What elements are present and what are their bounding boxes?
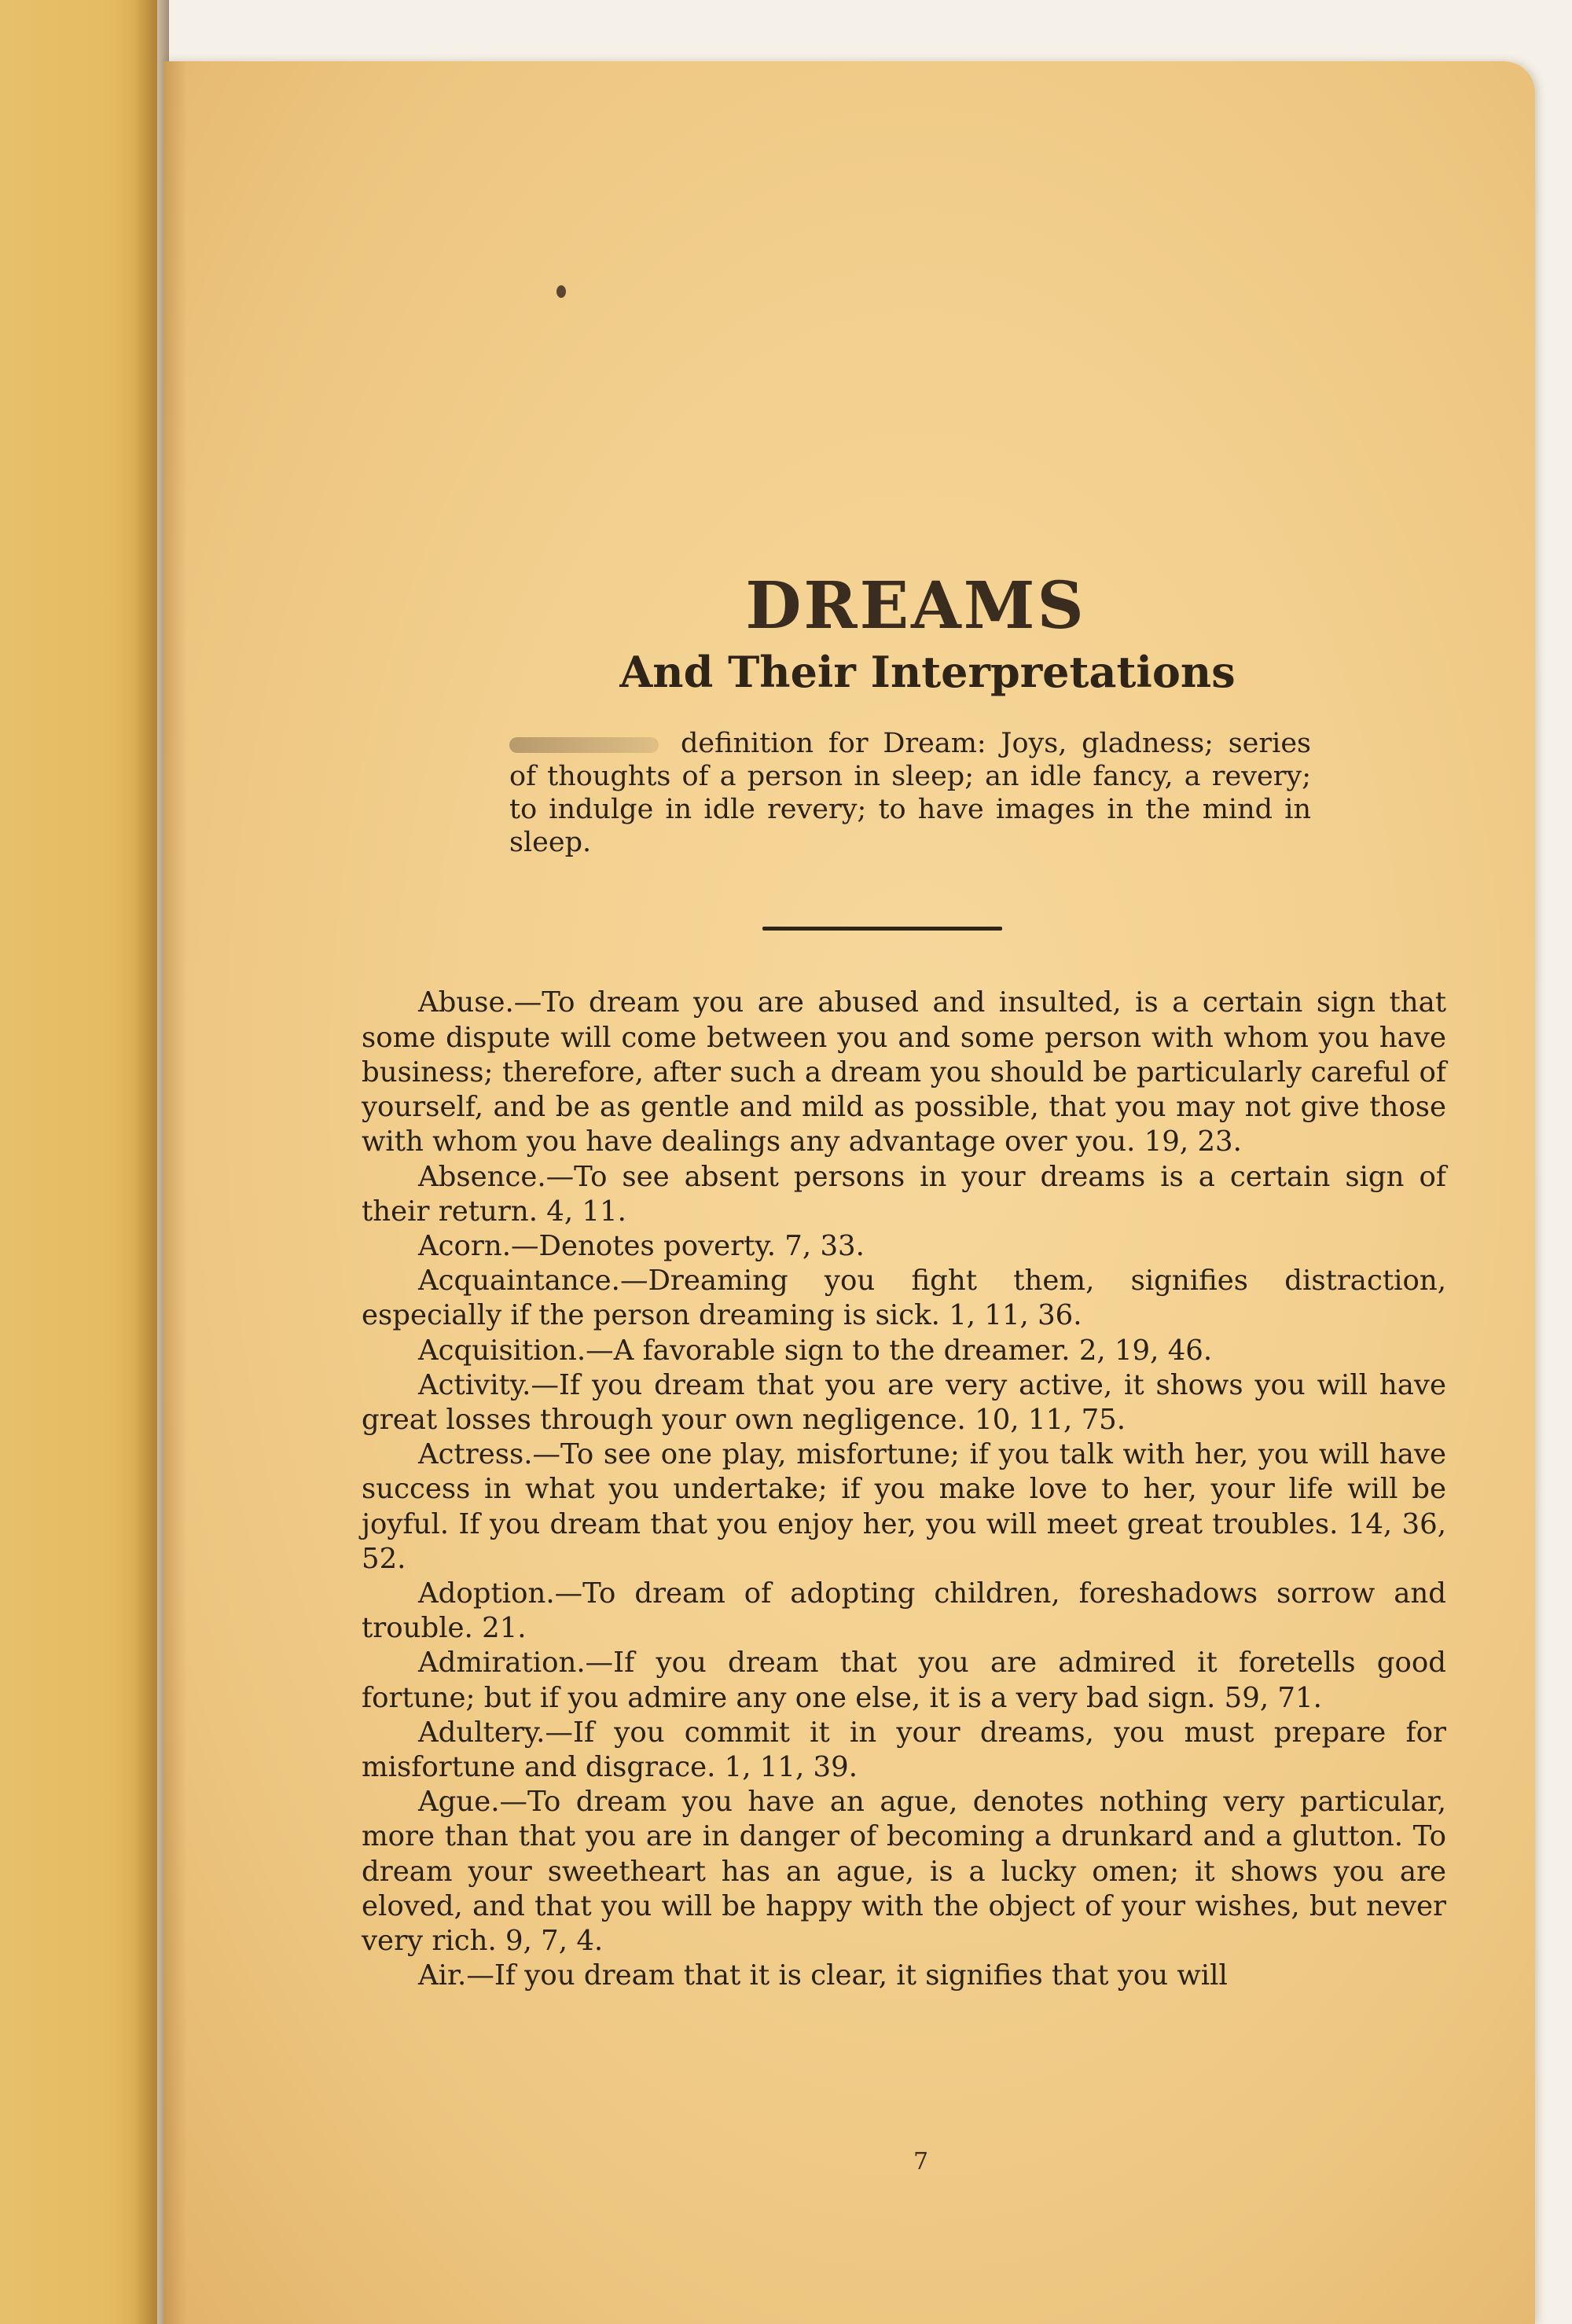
dream-definition: [509, 727, 1311, 859]
entry-text: To dream you are abused and insulted, is a certain sign that some dispute will come between you and some person with whom you have business; therefore, after such a dream you should be particularly careful of yourself, and be as gentle and mild as possible, that you may not give those with whom you have dealings any advantage over you. 19, 23.: [362, 986, 1446, 1158]
section-divider: [762, 927, 1002, 931]
entry-text: If you dream that you are admired it foretells good fortune; but if you admire any one else, it is a very bad sign. 59, 71.: [362, 1647, 1446, 1714]
definition-text: definition for Dream: Joys, gladness; series of thoughts of a person in sleep; an idle fancy, a revery; to indulge in idle revery; to have images in the mind in sleep.: [509, 728, 1311, 859]
entry-text: To see one play, misfortune; if you talk with her, you will have success in what you undertake; if you make love to her, your life will be joyful. If you dream that you enjoy her, you will meet great troubles. 14, 36, 52.: [362, 1438, 1446, 1575]
entry-term: Adoption.—: [418, 1577, 583, 1610]
entry-term: Absence.—: [418, 1160, 575, 1193]
entry-text: To dream you have an ague, denotes nothing very particular, more than that you are in danger of becoming a drunkard and a glutton. To dream your sweetheart has an ague, is a lucky omen; it shows you are eloved, and that you will be happy with the object of your wishes, but never very rich. 9, 7, 4.: [362, 1786, 1446, 1957]
entry-text: If you commit it in your dreams, you must prepare for misfortune and disgrace. 1, 11, 39.: [362, 1716, 1446, 1783]
dictionary-entry: [362, 986, 1446, 1159]
smudged-text-mark: [509, 737, 659, 753]
dictionary-entry: [362, 1334, 1446, 1368]
entry-text: To dream of adopting children, foreshadows sorrow and trouble. 21.: [362, 1577, 1446, 1645]
ink-speck: [556, 285, 566, 298]
entry-term: Adultery.—: [418, 1716, 573, 1749]
page-edge-shadow: [163, 61, 187, 2324]
page-text: [362, 568, 1446, 1993]
entry-term: Acquisition.—: [418, 1334, 614, 1367]
dictionary-entry: [362, 1160, 1446, 1229]
entry-term: Admiration.—: [418, 1647, 614, 1680]
dictionary-entry: [362, 1577, 1446, 1646]
page-number: 7: [913, 2148, 929, 2175]
entry-text: If you dream that you are very active, it shows you will have great losses through your own negligence. 10, 11, 75.: [362, 1368, 1446, 1436]
dictionary-entry: [362, 1646, 1446, 1715]
entry-text: A favorable sign to the dreamer. 2, 19, 46.: [613, 1334, 1213, 1367]
entry-term: Acorn.—: [418, 1229, 539, 1262]
entry-term: Abuse.—: [418, 986, 542, 1019]
dictionary-entry: [362, 1716, 1446, 1785]
entry-text: If you dream that it is clear, it signifies that you will: [494, 1959, 1228, 1992]
entry-term: Actress.—: [418, 1438, 560, 1471]
entry-text: Denotes poverty. 7, 33.: [538, 1229, 865, 1262]
dictionary-entry: [362, 1229, 1446, 1264]
dictionary-entry: [362, 1368, 1446, 1437]
entry-text: To see absent persons in your dreams is a certain sign of their return. 4, 11.: [362, 1160, 1446, 1228]
page-subtitle: And Their Interpretations: [619, 647, 1236, 698]
dictionary-entry: [362, 1264, 1446, 1333]
dream-entries: [362, 986, 1446, 1993]
entry-term: Ague.—: [418, 1786, 528, 1819]
entry-term: Acquaintance.—: [418, 1265, 648, 1298]
page-title: DREAMS: [745, 568, 1086, 644]
dictionary-entry: [362, 1959, 1446, 1993]
dictionary-entry: [362, 1785, 1446, 1959]
entry-term: Activity.—: [418, 1368, 559, 1401]
entry-text: Dreaming you fight them, signifies distraction, especially if the person dreaming is sick. 1, 11, 36.: [362, 1265, 1446, 1332]
entry-term: Air.—: [418, 1959, 494, 1992]
dictionary-entry: [362, 1437, 1446, 1577]
